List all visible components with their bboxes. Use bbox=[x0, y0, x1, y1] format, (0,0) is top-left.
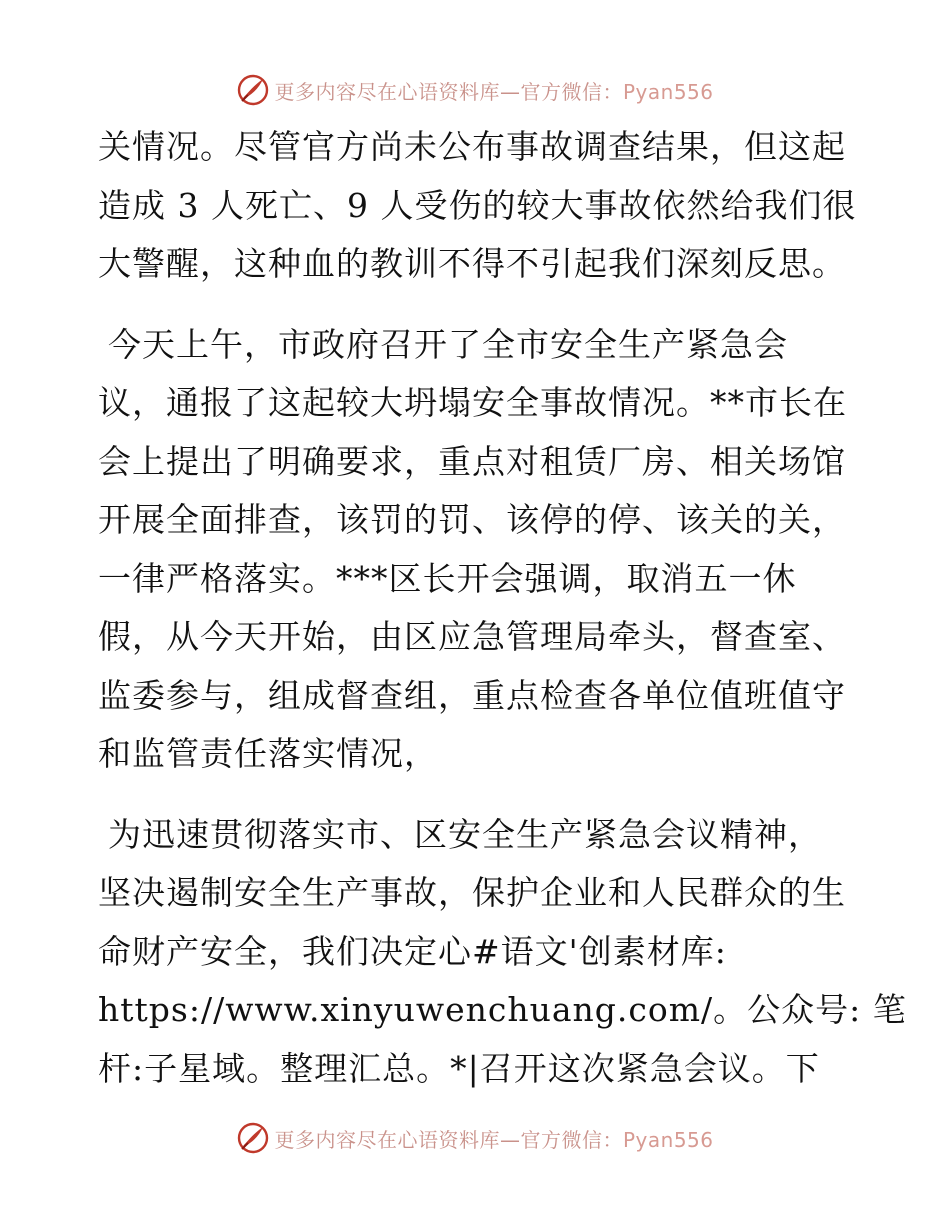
text-line: 杆:子星域。整理汇总。*|召开这次紧急会议。下 bbox=[98, 1048, 820, 1088]
paragraph-3 bbox=[98, 806, 907, 1099]
text-line: 今天上午，市政府召开了全市安全生产紧急会 bbox=[108, 324, 788, 364]
text-line: 会上提出了明确要求，重点对租赁厂房、相关场馆 bbox=[98, 441, 846, 481]
text-line: 议，通报了这起较大坍塌安全事故情况。**市长在 bbox=[98, 383, 847, 422]
footer-watermark-banner bbox=[0, 1118, 950, 1158]
header-watermark-id: Pyan556 bbox=[622, 79, 714, 104]
text-line: 命财产安全，我们决定心#语文'创素材库: bbox=[98, 931, 727, 971]
header-watermark-text: 更多内容尽在心语资料库—官方微信：Pyan556 bbox=[274, 79, 714, 104]
text-line: 大警醒，这种血的教训不得不引起我们深刻反思。 bbox=[98, 244, 846, 283]
text-line: 监委参与，组成督查组，重点检查各单位值班值守 bbox=[98, 675, 846, 715]
document-body bbox=[98, 118, 907, 1120]
quill-pen-logo-icon bbox=[236, 73, 270, 107]
text-line: 开展全面排查，该罚的罚、该停的停、该关的关， bbox=[98, 500, 846, 539]
text-line: 为迅速贯彻落实市、区安全生产紧急会议精神， bbox=[108, 814, 822, 854]
quill-pen-logo-icon bbox=[236, 1121, 270, 1155]
paragraph-2 bbox=[98, 316, 858, 784]
text-line: 一律严格落实。***区长开会强调，取消五一休 bbox=[98, 558, 797, 598]
text-line: 坚决遏制安全生产事故，保护企业和人民群众的生 bbox=[98, 873, 846, 912]
footer-watermark-text: 更多内容尽在心语资料库—官方微信：Pyan556 bbox=[274, 1127, 714, 1152]
text-line: https://www.xinyuwenchuang.com/。公众号: 笔 bbox=[98, 990, 907, 1029]
text-line: 假，从今天开始，由区应急管理局牵头，督查室、 bbox=[98, 617, 846, 656]
footer-watermark-id: Pyan556 bbox=[622, 1127, 714, 1152]
text-line: 关情况。尽管官方尚未公布事故调查结果，但这起 bbox=[98, 127, 846, 166]
header-watermark-banner bbox=[0, 70, 950, 110]
text-line: 和监管责任落实情况， bbox=[98, 734, 438, 773]
text-line: 造成 3 人死亡、9 人受伤的较大事故依然给我们很 bbox=[98, 185, 857, 225]
paragraph-1 bbox=[98, 118, 858, 294]
